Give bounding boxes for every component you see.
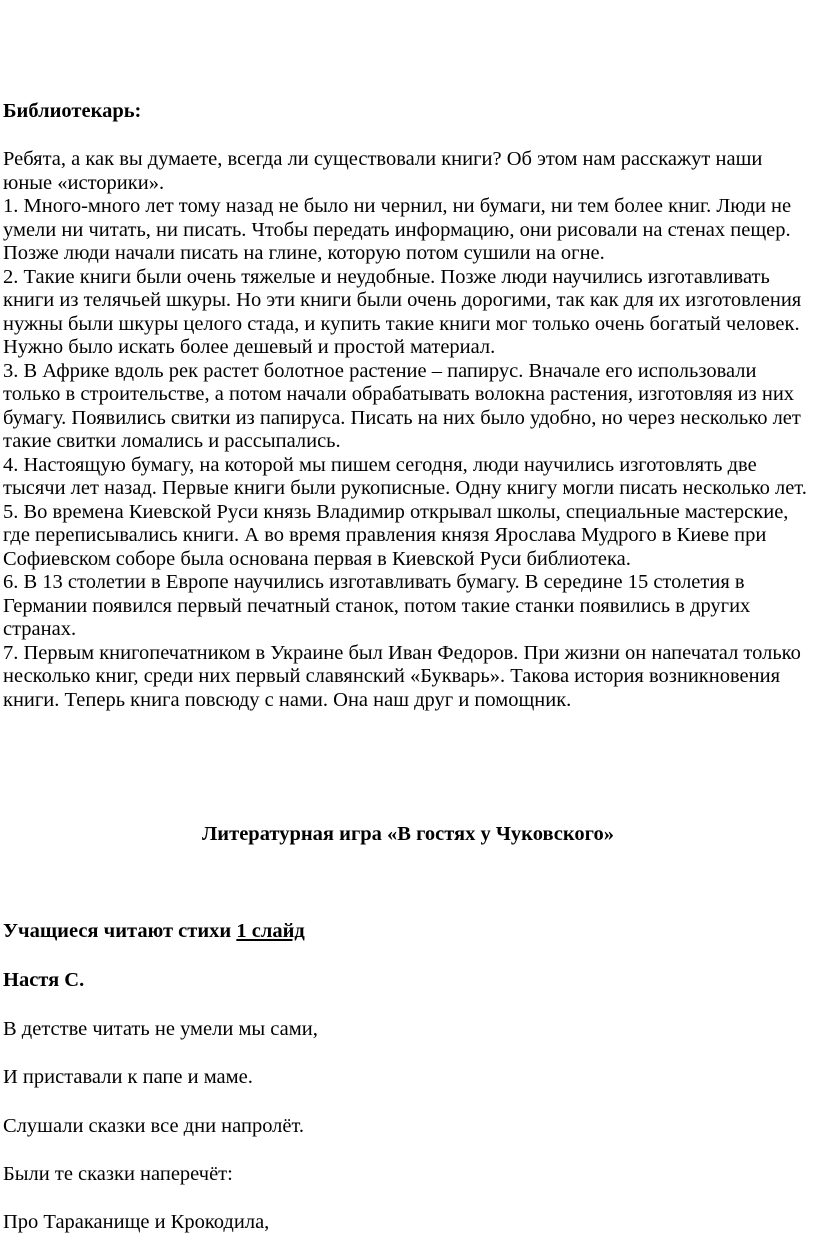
librarian-speaker: Библиотекарь: (3, 100, 142, 122)
poem-line: В детстве читать не умели мы сами, (3, 1018, 318, 1040)
poem-line: Про Тараканище и Крокодила, (3, 1211, 270, 1233)
students-heading (3, 920, 815, 943)
game-title: Литературная игра «В гостях у Чуковского» (202, 823, 614, 845)
reader-name: Настя С. (3, 969, 85, 991)
poem-line: Слушали сказки все дни напролёт. (3, 1115, 305, 1137)
history-item-2: 2. Такие книги были очень тяжелые и неудобные. Позже люди научились изготавливать книги из телячьей шкуры. Но эти книги были очень дорогими, так как для их изготовления нужны были шкуры целого стада, и купить такие книги мог только очень богатый человек. Нужно было искать более дешевый и простой материал. (3, 265, 802, 358)
slide-reference: 1 слайд (236, 920, 305, 942)
history-item-3: 3. В Африке вдоль рек растет болотное растение – папирус. Вначале его использовали только в строительстве, а потом начали обрабатывать волокна растения, изготовляя из них бумагу. Появились свитки из папируса. Писать на них было удобно, но через несколько лет такие свитки ломались и рассыпались. (3, 359, 801, 452)
history-item-6: 6. В 13 столетии в Европе научились изготавливать бумагу. В середине 15 столетия в Германии появился первый печатный станок, потом такие станки появились в других странах. (3, 571, 751, 640)
librarian-intro: Ребята, а как вы думаете, всегда ли существовали книги? Об этом нам расскажут наши юные «историки». (3, 148, 763, 194)
students-lead: Учащиеся читают стихи (3, 920, 237, 942)
librarian-speech (3, 148, 815, 712)
history-item-5: 5. Во времена Киевской Руси князь Владимир открывал школы, специальные мастерские, где переписывались книги. А во время правления князя Ярослава Мудрого в Киеве при Софиевском соборе была основана первая в Киевской Руси библиотека. (3, 500, 789, 570)
history-item-7: 7. Первым книгопечатником в Украине был Иван Федоров. При жизни он напечатал только несколько книг, среди них первый славянский «Букварь». Такова история возникновения книги. Теперь книга повсюду с нами. Она наш друг и помощник. (3, 641, 801, 711)
poem-line: И приставали к папе и маме. (3, 1066, 253, 1088)
history-item-1: 1. Много-много лет тому назад не было ни чернил, ни бумаги, ни тем более книг. Люди не умели ни читать, ни писать. Чтобы передать информацию, они рисовали на стенах пещер. Позже люди начали писать на глине, которую потом сушили на огне. (3, 195, 792, 264)
history-item-4: 4. Настоящую бумагу, на которой мы пишем сегодня, люди научились изготовлять две тысячи лет назад. Первые книги были рукописные. Одну книгу могли писать несколько лет. (3, 453, 807, 499)
poem-line: Были те сказки наперечёт: (3, 1163, 233, 1185)
